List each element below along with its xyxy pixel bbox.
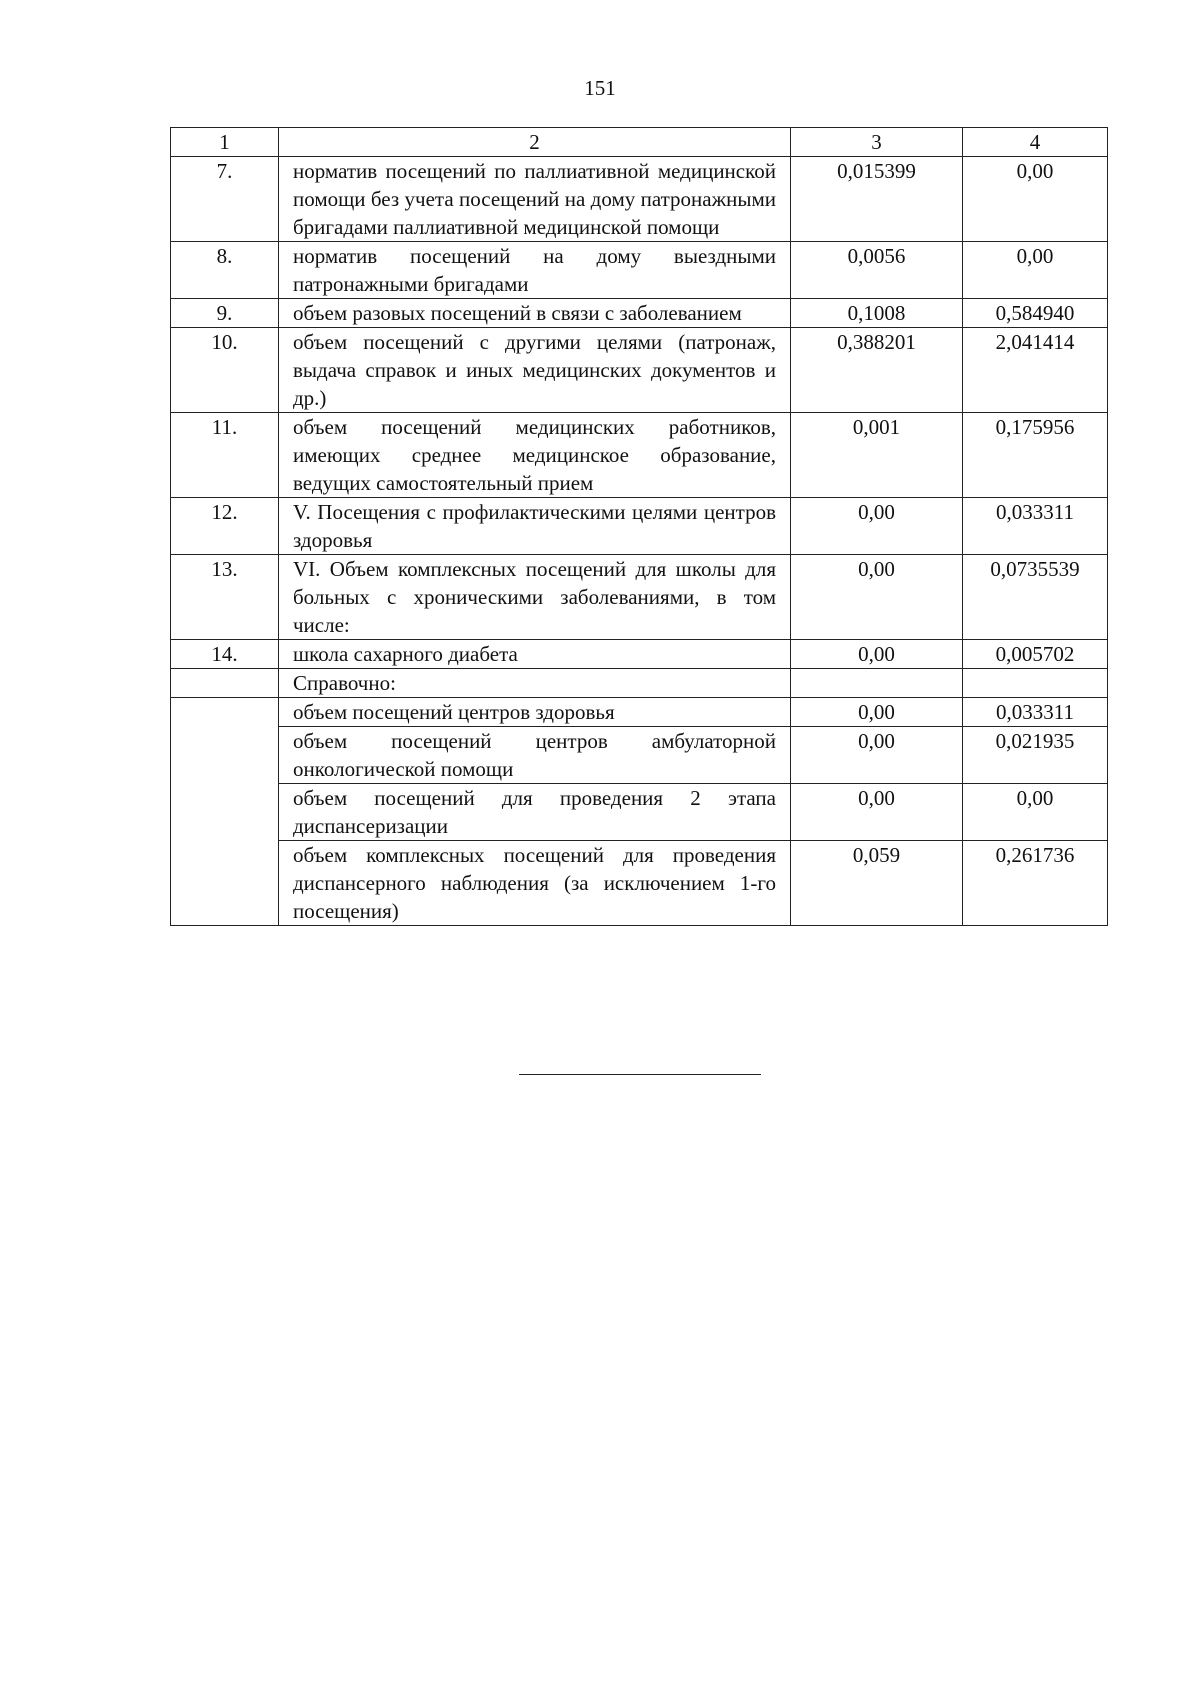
table-row [171,555,1108,640]
row-number: 9. [171,299,279,328]
end-of-document-rule [519,1074,761,1075]
reference-description: объем посещений центров амбулаторной онкологической помощи [279,727,791,784]
row-value-col3: 0,00 [791,555,963,640]
row-number: 12. [171,498,279,555]
table-row [171,328,1108,413]
reference-number-cell [171,784,279,841]
reference-description: объем посещений для проведения 2 этапа диспансеризации [279,784,791,841]
row-value-col3: 0,00 [791,498,963,555]
row-description: объем посещений медицинских работников, имеющих среднее медицинское образование, ведущих самостоятельный прием [279,413,791,498]
table-row [171,413,1108,498]
header-cell-4: 4 [963,128,1108,157]
reference-row [171,698,1108,727]
table-header-row [171,128,1108,157]
row-description: объем разовых посещений в связи с заболеванием [279,299,791,328]
header-cell-1: 1 [171,128,279,157]
header-cell-3: 3 [791,128,963,157]
reference-empty-col4 [963,669,1108,698]
row-value-col4: 0,005702 [963,640,1108,669]
reference-row [171,727,1108,784]
row-value-col4: 0,584940 [963,299,1108,328]
reference-value-col3: 0,00 [791,727,963,784]
reference-number-cell [171,698,279,727]
row-value-col3: 0,001 [791,413,963,498]
row-value-col4: 0,0735539 [963,555,1108,640]
reference-value-col4: 0,021935 [963,727,1108,784]
row-number: 11. [171,413,279,498]
reference-row [171,784,1108,841]
reference-value-col3: 0,00 [791,784,963,841]
row-value-col4: 0,033311 [963,498,1108,555]
header-cell-2: 2 [279,128,791,157]
row-number: 7. [171,157,279,242]
row-description: объем посещений с другими целями (патронаж, выдача справок и иных медицинских документов и др.) [279,328,791,413]
row-value-col4: 0,175956 [963,413,1108,498]
row-number: 14. [171,640,279,669]
reference-row [171,841,1108,926]
row-value-col4: 0,00 [963,242,1108,299]
row-number: 13. [171,555,279,640]
reference-value-col4: 0,033311 [963,698,1108,727]
row-value-col3: 0,00 [791,640,963,669]
row-value-col3: 0,1008 [791,299,963,328]
row-value-col4: 2,041414 [963,328,1108,413]
table-row [171,157,1108,242]
reference-number-cell [171,669,279,698]
reference-value-col4: 0,00 [963,784,1108,841]
row-description: норматив посещений по паллиативной медицинской помощи без учета посещений на дому патронажными бригадами паллиативной медицинской помощи [279,157,791,242]
table-row [171,640,1108,669]
reference-value-col3: 0,00 [791,698,963,727]
page-number: 151 [584,76,616,100]
reference-description: объем посещений центров здоровья [279,698,791,727]
indicators-table [170,127,1108,926]
row-value-col3: 0,388201 [791,328,963,413]
table-row [171,299,1108,328]
table-row [171,498,1108,555]
reference-value-col3: 0,059 [791,841,963,926]
row-description: V. Посещения с профилактическими целями центров здоровья [279,498,791,555]
table-row [171,242,1108,299]
row-value-col3: 0,0056 [791,242,963,299]
row-number: 8. [171,242,279,299]
reference-number-cell [171,727,279,784]
row-value-col3: 0,015399 [791,157,963,242]
reference-description: объем комплексных посещений для проведения диспансерного наблюдения (за исключением 1-го посещения) [279,841,791,926]
row-description: школа сахарного диабета [279,640,791,669]
reference-value-col4: 0,261736 [963,841,1108,926]
row-description: VI. Объем комплексных посещений для школы для больных с хроническими заболеваниями, в том числе: [279,555,791,640]
reference-heading: Справочно: [279,669,791,698]
row-number: 10. [171,328,279,413]
reference-empty-col3 [791,669,963,698]
row-value-col4: 0,00 [963,157,1108,242]
row-description: норматив посещений на дому выездными патронажными бригадами [279,242,791,299]
reference-number-cell [171,841,279,926]
reference-heading-row [171,669,1108,698]
